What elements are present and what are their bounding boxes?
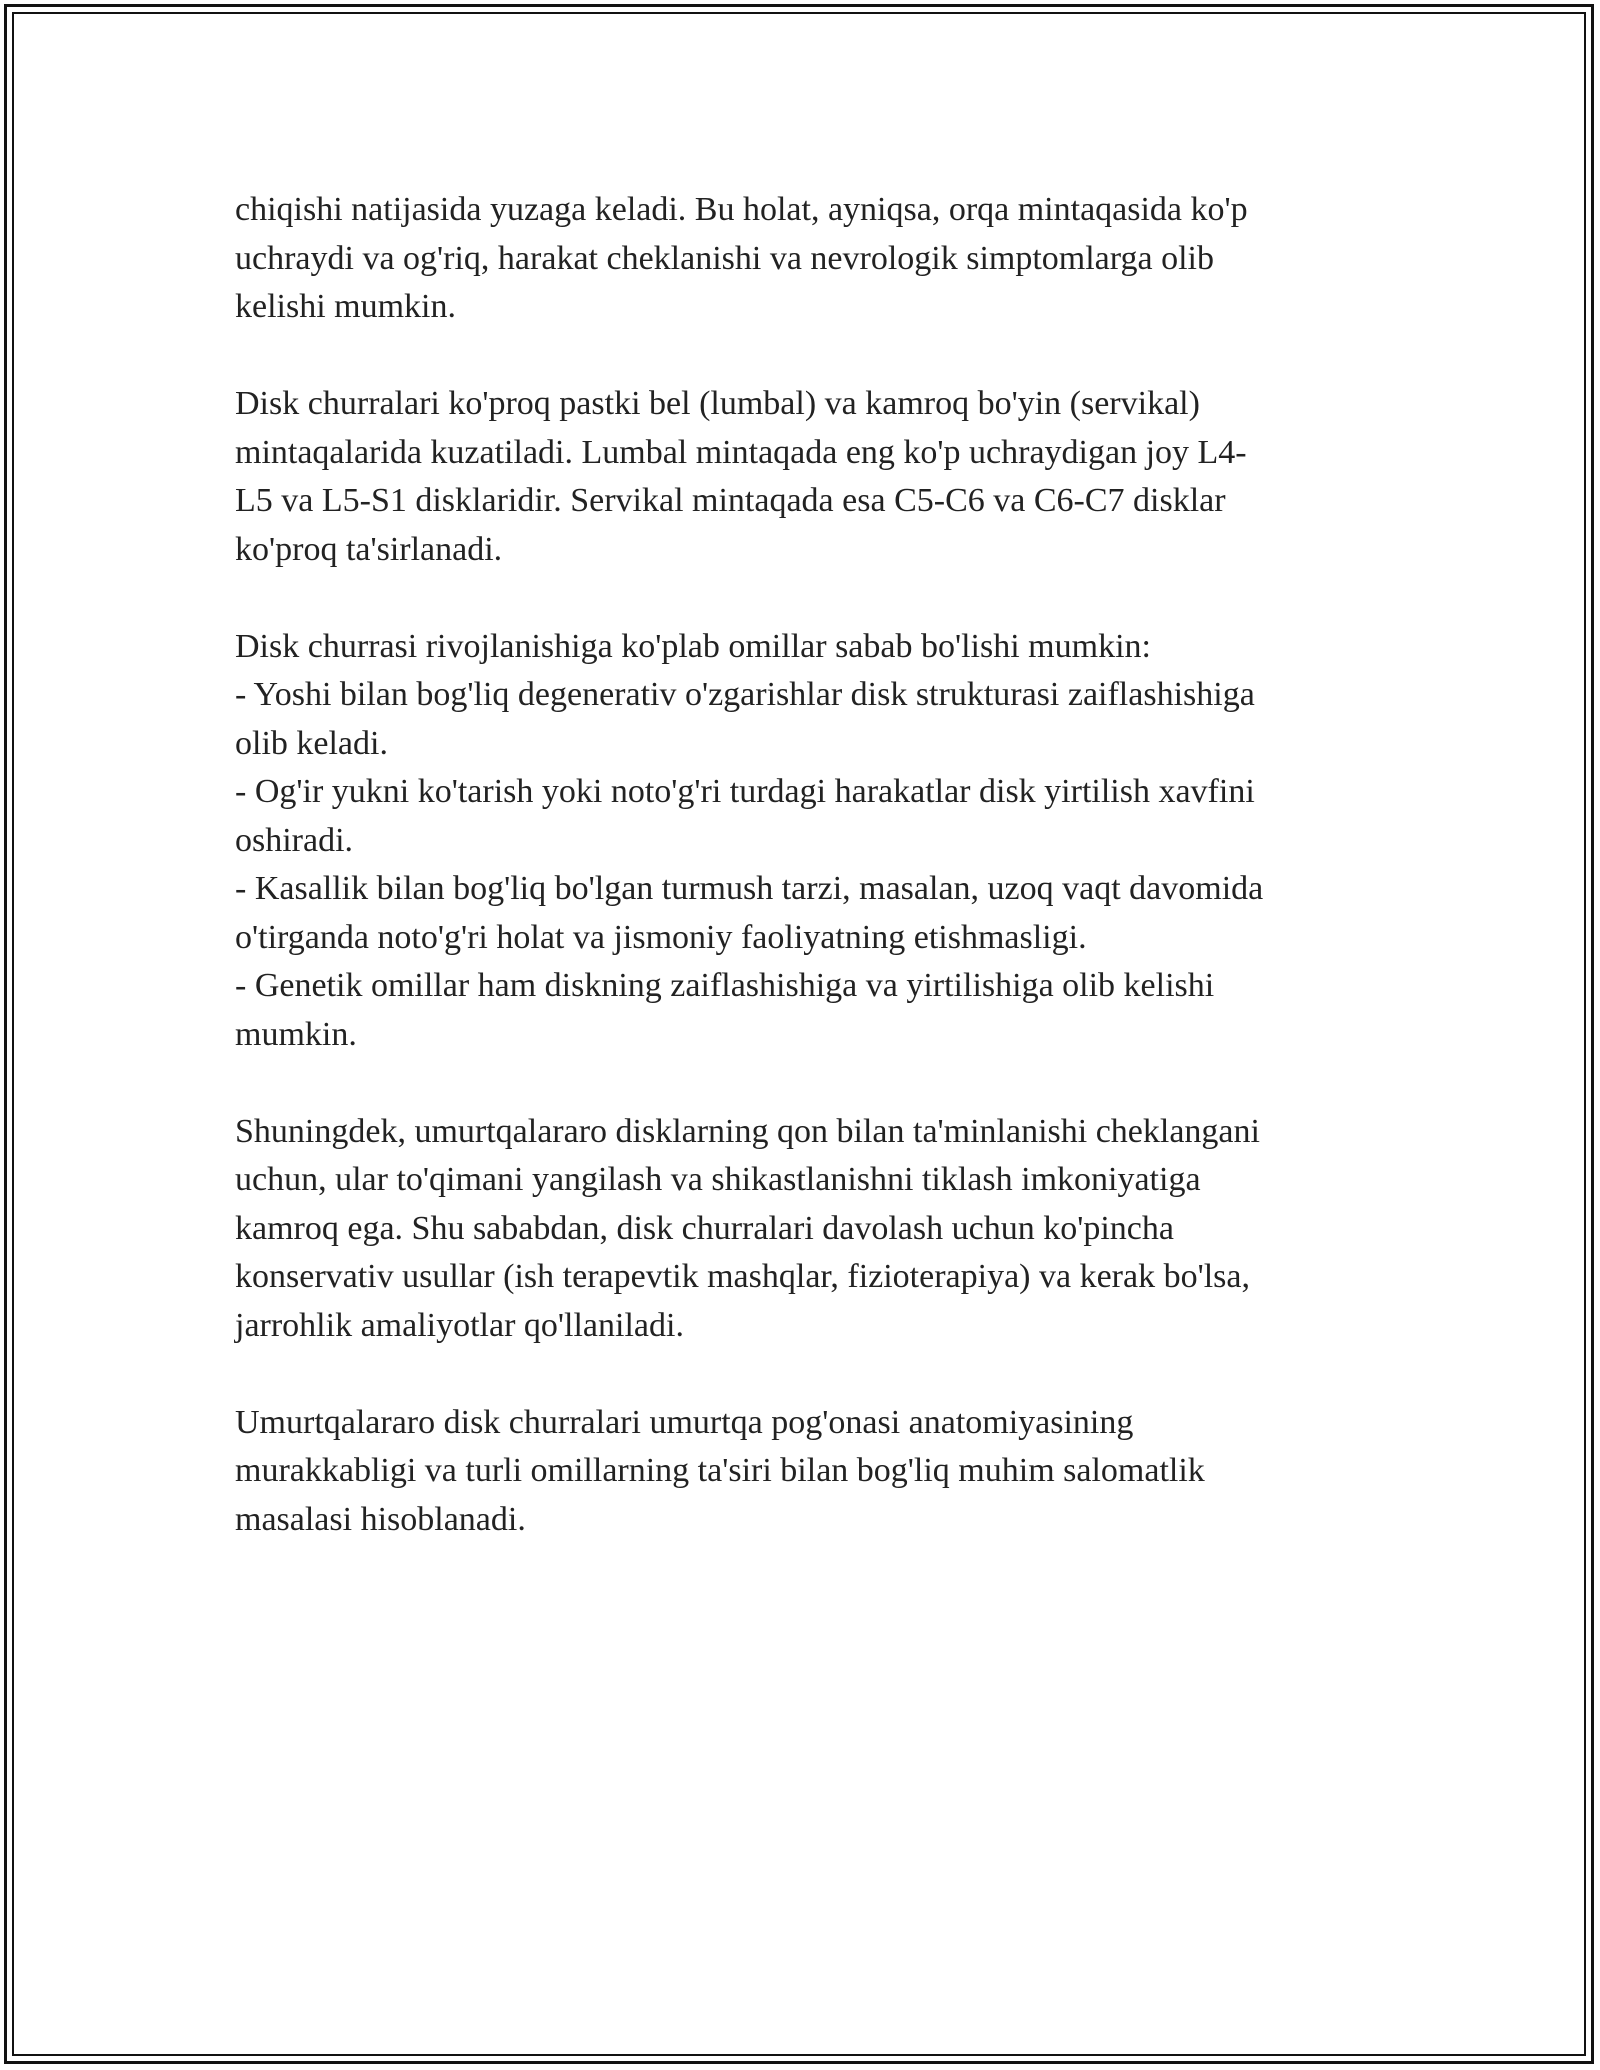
text-line: mintaqalarida kuzatiladi. Lumbal mintaqada eng ko'p uchraydigan joy L4- bbox=[235, 433, 1247, 471]
text-line: o'tirganda noto'g'ri holat va jismoniy faoliyatning etishmasligi. bbox=[235, 918, 1087, 956]
text-line: Disk churralari ko'proq pastki bel (lumbal) va kamroq bo'yin (servikal) bbox=[235, 385, 1200, 422]
text-line: masalasi hisoblanadi. bbox=[235, 1500, 526, 1538]
paragraph bbox=[235, 623, 1365, 1060]
paragraph bbox=[235, 380, 1365, 574]
text-line: L5 va L5-S1 disklaridir. Servikal mintaqada esa C5-C6 va C6-C7 disklar bbox=[235, 482, 1226, 519]
paragraph bbox=[235, 186, 1365, 332]
text-line: chiqishi natijasida yuzaga keladi. Bu holat, ayniqsa, orqa mintaqasida ko'p bbox=[235, 191, 1248, 228]
text-line: oshiradi. bbox=[235, 821, 354, 859]
text-line: ko'proq ta'sirlanadi. bbox=[235, 530, 503, 568]
text-line: - Yoshi bilan bog'liq degenerativ o'zgarishlar disk strukturasi zaiflashishiga bbox=[235, 676, 1255, 713]
text-line: - Kasallik bilan bog'liq bo'lgan turmush tarzi, masalan, uzoq vaqt davomida bbox=[235, 870, 1264, 907]
text-line: mumkin. bbox=[235, 1015, 357, 1053]
text-line: - Og'ir yukni ko'tarish yoki noto'g'ri turdagi harakatlar disk yirtilish xavfini bbox=[235, 773, 1255, 810]
text-line: olib keladi. bbox=[235, 724, 388, 762]
text-line: kelishi mumkin. bbox=[235, 288, 456, 325]
text-line: uchun, ular to'qimani yangilash va shikastlanishni tiklash imkoniyatiga bbox=[235, 1161, 1201, 1198]
text-line: - Genetik omillar ham diskning zaiflashishiga va yirtilishiga olib kelishi bbox=[235, 967, 1215, 1004]
text-line: uchraydi va og'riq, harakat cheklanishi va nevrologik simptomlarga olib bbox=[235, 239, 1214, 277]
text-line: Umurtqalararo disk churralari umurtqa pog'onasi anatomiyasining bbox=[235, 1403, 1134, 1441]
text-line: konservativ usullar (ish terapevtik mashqlar, fizioterapiya) va kerak bo'lsa, bbox=[235, 1258, 1250, 1295]
text-line: Disk churrasi rivojlanishiga ko'plab omillar sabab bo'lishi mumkin: bbox=[235, 627, 1151, 665]
paragraph bbox=[235, 1399, 1365, 1545]
text-line: murakkabligi va turli omillarning ta'siri bilan bog'liq muhim salomatlik bbox=[235, 1452, 1205, 1489]
text-line: jarrohlik amaliyotlar qo'llaniladi. bbox=[235, 1306, 684, 1344]
paragraph bbox=[235, 1108, 1365, 1351]
text-line: Shuningdek, umurtqalararo disklarning qon bilan ta'minlanishi cheklangani bbox=[235, 1112, 1260, 1150]
document-body bbox=[235, 186, 1365, 1593]
text-line: kamroq ega. Shu sababdan, disk churralari davolash uchun ko'pincha bbox=[235, 1209, 1174, 1247]
